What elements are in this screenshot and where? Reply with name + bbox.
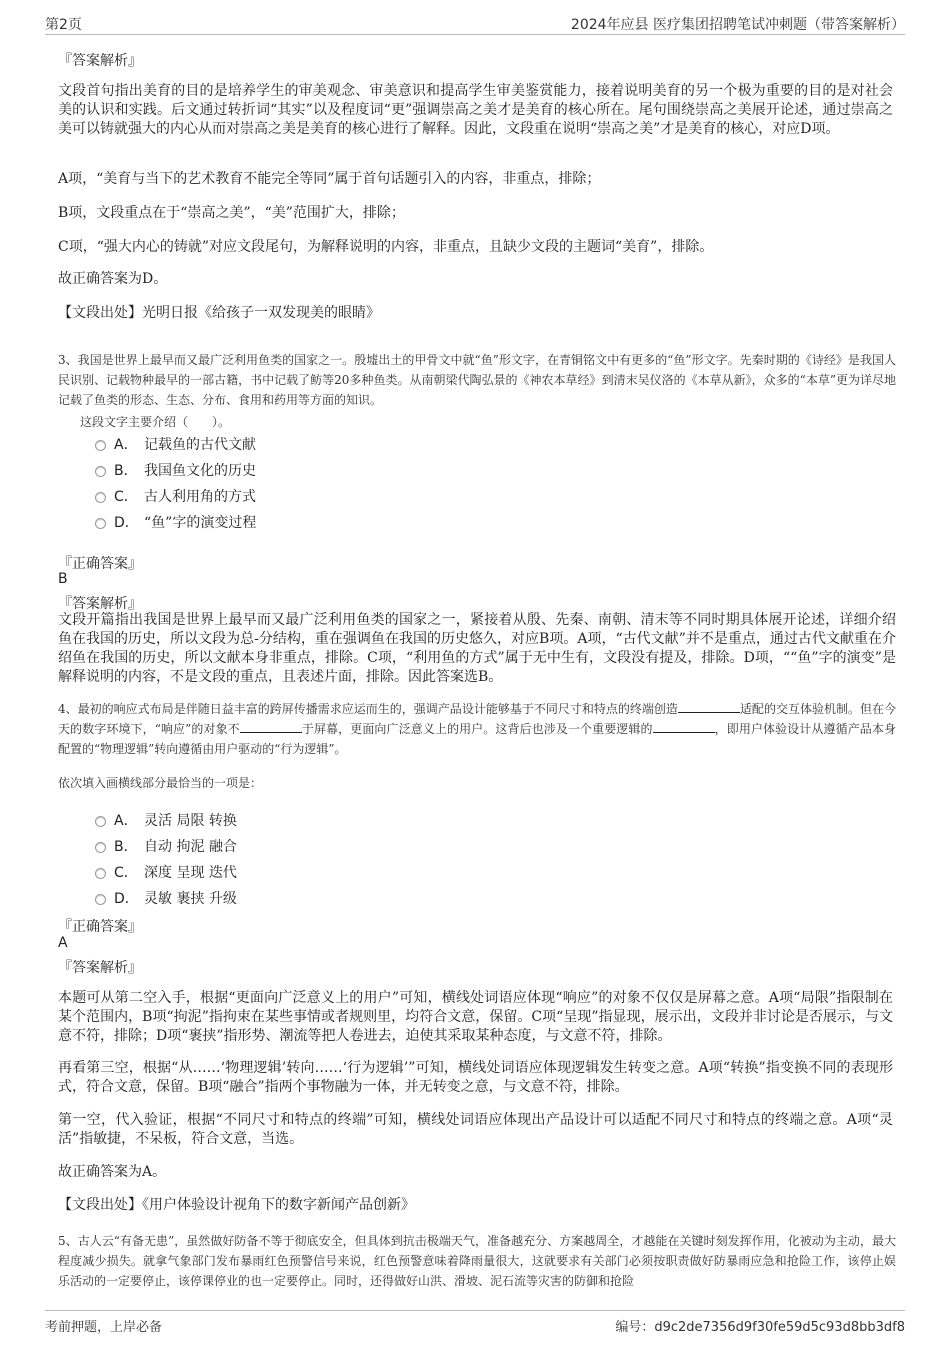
analysis-label: 『答案解析』 — [58, 53, 142, 69]
radio-icon[interactable] — [95, 842, 106, 853]
q4-text-part: 适配的交互体验机制。但在今天的数字环境下，“响应”的对象不 — [58, 702, 896, 736]
question-5-text: 5、古人云“有备无患”，虽然做好防备不等于彻底安全，但具体到抗击极端天气，准备越充分、方案越周全，才越能在关键时刻发挥作用，化被动为主动，最大程度减少损失。就拿气象部门发布暴雨红色预警信号来说，红色预警意味着降雨量很大，这就要求有关部门必须按职责做好防暴雨应急和抢险工作，该停止娱乐活动的一定要停止，该停课停业的也一定要停止。同时，还得做好山洪、滑坡、泥石流等灾害的防御和抢险 — [58, 1234, 896, 1288]
q4-option-c[interactable] — [95, 862, 237, 882]
correct-answer: B — [58, 571, 68, 587]
document-title: 2024年应县 医疗集团招聘笔试冲刺题（带答案解析） — [570, 17, 905, 33]
fill-blank — [240, 721, 302, 733]
radio-icon[interactable] — [95, 894, 106, 905]
option-letter: D． — [114, 515, 139, 531]
code-value: d9c2de7356d9f30fe59d5c93d8bb3df8 — [654, 1320, 905, 1335]
question-3-prompt: 这段文字主要介绍（ ）。 — [80, 415, 231, 429]
question-4-text — [58, 699, 896, 759]
analysis-label: 『答案解析』 — [58, 960, 142, 976]
correct-answer-label: 『正确答案』 — [58, 919, 142, 935]
q3-option-c[interactable] — [95, 486, 256, 506]
analysis-paragraph-1: 本题可从第二空入手，根据“更面向广泛意义上的用户”可知，横线处词语应体现“响应”的对象不仅仅是屏幕之意。A项“局限”指限制在某个范围内，B项“拘泥”指拘束在某些事情或者规则里，均符合文意，保留。C项“呈现”指显现，展示出，文段并非讨论是否展示，与文意不符，排除；D项“裹挟”指形势、潮流等把人卷进去，迫使其采取某种态度，与文意不符，排除。 — [58, 990, 893, 1044]
option-a-note: A项，“美育与当下的艺术教育不能完全等同”属于首句话题引入的内容，非重点，排除； — [58, 171, 601, 187]
option-letter: D． — [114, 891, 139, 907]
analysis-label: 『答案解析』 — [58, 596, 142, 612]
option-letter: B． — [114, 463, 138, 479]
option-text: 古人利用角的方式 — [144, 489, 256, 505]
fill-blank — [678, 701, 740, 713]
q4-text-part: ，即用户体验设计从遵循产品本身配置的“物理逻辑”转向遵循由用户驱动的“行为逻辑”。 — [58, 722, 896, 756]
option-letter: A． — [114, 813, 138, 829]
option-text: 记载鱼的古代文献 — [144, 437, 256, 453]
option-text: 灵敏 裹挟 升级 — [144, 891, 237, 907]
option-letter: C． — [114, 489, 138, 505]
option-text: “鱼”字的演变过程 — [144, 515, 257, 531]
radio-icon[interactable] — [95, 492, 106, 503]
option-text: 深度 呈现 迭代 — [144, 865, 237, 881]
option-c-note: C项，“强大内心的铸就”对应文段尾句，为解释说明的内容，非重点，且缺少文段的主题词“美育”，排除。 — [58, 239, 714, 255]
correct-answer-label: 『正确答案』 — [58, 556, 142, 572]
q4-option-a[interactable] — [95, 810, 237, 830]
source-note: 【文段出处】光明日报《给孩子一双发现美的眼睛》 — [58, 305, 380, 321]
document-code — [615, 1316, 905, 1335]
page-number: 第2页 — [45, 17, 82, 33]
radio-icon[interactable] — [95, 868, 106, 879]
q4-text-part: 4、最初的响应式布局是伴随日益丰富的跨屏传播需求应运而生的，强调产品设计能够基于不同尺寸和特点的终端创造 — [58, 702, 678, 716]
source-note: 【文段出处】《用户体验设计视角下的数字新闻产品创新》 — [58, 1197, 415, 1213]
conclusion: 故正确答案为D。 — [58, 271, 168, 287]
radio-icon[interactable] — [95, 466, 106, 477]
fill-blank — [653, 721, 715, 733]
option-text: 我国鱼文化的历史 — [144, 463, 256, 479]
radio-icon[interactable] — [95, 816, 106, 827]
option-letter: A． — [114, 437, 138, 453]
page-footer — [45, 1310, 905, 1341]
analysis-paragraph-3: 第一空，代入验证，根据“不同尺寸和特点的终端”可知，横线处词语应体现出产品设计可以适配不同尺寸和特点的终端之意。A项“灵活”指敏捷，不呆板，符合文意，当选。 — [58, 1112, 893, 1147]
option-text: 灵活 局限 转换 — [144, 813, 237, 829]
footer-slogan: 考前押题，上岸必备 — [45, 1320, 163, 1335]
radio-icon[interactable] — [95, 440, 106, 451]
q3-option-a[interactable] — [95, 434, 256, 454]
option-text: 自动 拘泥 融合 — [144, 839, 237, 855]
radio-icon[interactable] — [95, 518, 106, 529]
q4-option-d[interactable] — [95, 888, 237, 908]
question-4-prompt: 依次填入画横线部分最恰当的一项是： — [58, 776, 263, 790]
option-letter: C． — [114, 865, 138, 881]
option-b-note: B项，文段重点在于“崇高之美”，“美”范围扩大，排除； — [58, 205, 405, 221]
question-3-text: 3、我国是世界上最早而又最广泛利用鱼类的国家之一。殷墟出土的甲骨文中就“鱼”形文字，在青铜铭文中有更多的“鱼”形文字。先秦时期的《诗经》是我国人民识别、记载物种最早的一部古籍，书中记载了鲂等20多种鱼类。从南朝梁代陶弘景的《神农本草经》到清末吴仪洛的《本草从新》，众多的“本草”更为详尽地记载了鱼类的形态、生态、分布、食用和药用等方面的知识。 — [58, 353, 896, 407]
conclusion: 故正确答案为A。 — [58, 1164, 167, 1180]
analysis-text: 文段首句指出美育的目的是培养学生的审美观念、审美意识和提高学生审美鉴赏能力，接着说明美育的另一个极为重要的目的是对社会美的认识和实践。后文通过转折词“其实”以及程度词“更”强调崇高之美才是美育的核心所在。尾句围绕崇高之美展开论述，通过崇高之美可以铸就强大的内心从而对崇高之美是美育的核心进行了解释。因此，文段重在说明“崇高之美”才是美育的核心，对应D项。 — [58, 83, 893, 137]
q3-option-b[interactable] — [95, 460, 256, 480]
q3-option-d[interactable] — [95, 512, 256, 532]
analysis-paragraph-2: 再看第三空，根据“从……‘物理逻辑’转向……‘行为逻辑’”可知，横线处词语应体现逻辑发生转变之意。A项“转换”指变换不同的表现形式，符合文意，保留。B项“融合”指两个事物融为一体，并无转变之意，与文意不符，排除。 — [58, 1060, 893, 1095]
option-letter: B． — [114, 839, 138, 855]
analysis-text: 文段开篇指出我国是世界上最早而又最广泛利用鱼类的国家之一，紧接着从殷、先秦、南朝、清末等不同时期具体展开论述，详细介绍鱼在我国的历史，所以文段为总-分结构，重在强调鱼在我国的历史悠久，对应B项。A项，“古代文献”并不是重点，通过古代文献重在介绍鱼在我国的历史，所以文献本身非重点，排除。C项，“利用鱼的方式”属于无中生有，文段没有提及，排除。D项，““鱼”字的演变”是解释说明的内容，不是文段的重点，且表述片面，排除。因此答案选B。 — [58, 612, 896, 685]
page-header — [45, 10, 905, 35]
correct-answer: A — [58, 935, 68, 951]
q4-option-b[interactable] — [95, 836, 237, 856]
code-label: 编号： — [615, 1320, 655, 1335]
q4-text-part: 于屏幕，更面向广泛意义上的用户。这背后也涉及一个重要逻辑的 — [301, 722, 653, 736]
